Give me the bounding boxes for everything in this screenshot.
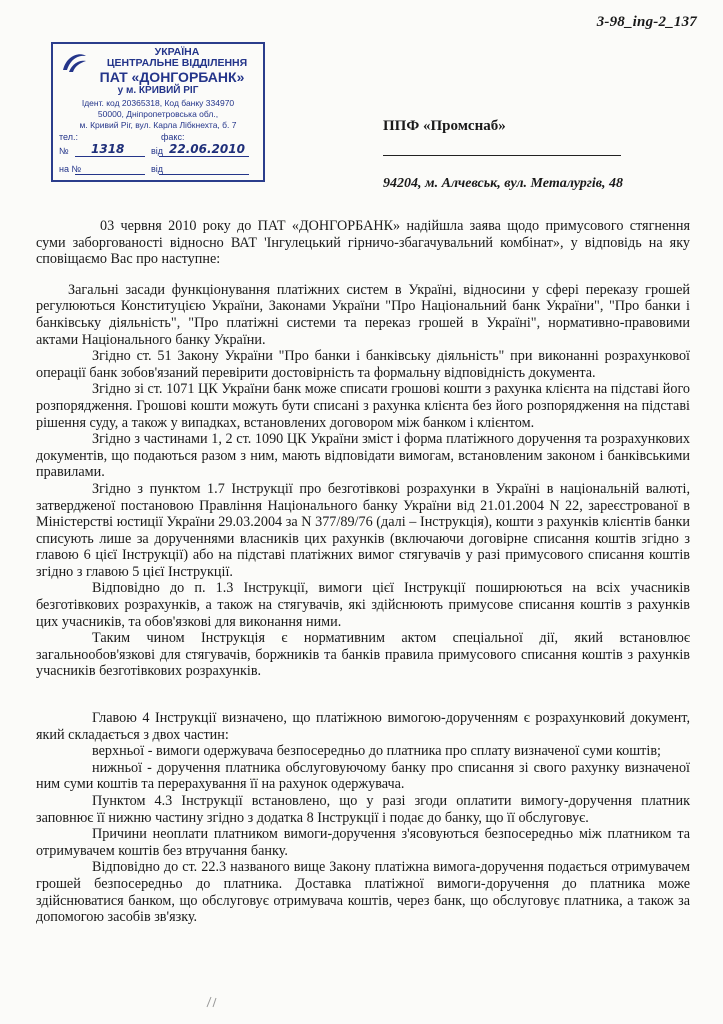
stamp-street: м. Кривий Ріг, вул. Карла Лібкнехта, б. 7 [79,120,237,130]
letter-body [36,218,690,926]
paragraph-article-51: Згідно ст. 51 Закону України "Про банки і банківську діяльність" при виконанні розрахункової операції банк зобов'язаний перевірити достовірність та формальну відповідність документа. [36,348,690,381]
bank-stamp [51,42,265,182]
stamp-bank-name: ПАТ «ДОНГОРБАНК» [99,69,245,85]
paragraph-general-principles: Загальні засади функціонування платіжних систем в Україні, відносини у сфері переказу грошей регулюються Конституцією України, Законами України "Про Національний банк України", "Про банки і банківську діяльність", "Про платіжні системи та переказ грошей в Україні", нормативно-правовими актами Національного банку України. [36,281,690,348]
stamp-handwritten-number: 1318 [91,142,125,156]
paragraph-clause-1-7: Згідно з пунктом 1.7 Інструкції про безготівкові розрахунки в Україні в національній валюті, затвердженої постановою Правління Національного банку України від 21.01.2004 N 22, зареєстрованої в Міністерстві юстиції України 29.03.2004 за N 377/89/76 (далі – Інструкція), кошти з рахунків клієнтів банки списують лише за дорученнями власників цих рахунків (включаючи договірне списання коштів згідно з главою 6 цієї Інструкції) або на підставі платіжних вимог стягувачів у разі примусового списання коштів згідно з главою 5 цієї Інструкції. [36,480,690,580]
addressee-rule [383,155,621,156]
paragraph-article-22-3: Відповідно до ст. 22.3 названого вище Закону платіжна вимога-доручення подається отримувачем грошей безпосередньо до платника. Доставка платіжної вимоги-доручення до платника може здійснюватися банком, що обслуговує отримувача коштів, через банк, що обслуговує платника, а також за допомогою засобів зв'язку. [36,859,690,926]
addressee-address: 94204, м. Алчевськ, вул. Металургів, 48 [383,176,624,191]
paragraph-lower-part: нижньої - доручення платника обслуговуючому банку про списання зі свого рахунку визначеної ним суми коштів та перерахування її на рахунок одержувача. [36,759,690,793]
pen-mark [205,995,221,1009]
stamp-tel-label: тел.: [59,132,78,142]
stamp-outgoing-number-row [59,144,259,158]
stamp-city: у м. КРИВИЙ РІГ [117,85,199,96]
stamp-number-underline [75,156,145,157]
paragraph-clause-1-3: Відповідно до п. 1.3 Інструкції, вимоги цієї Інструкції поширюються на всіх учасників безготівкових розрахунків, а також на стягувачів, які здійснюють примусове списання коштів з рахунків цих учасників, та обов'язкові для виконання ними. [36,580,690,630]
paragraph-article-1071: Згідно зі ст. 1071 ЦК України банк може списати грошові кошти з рахунка клієнта на підставі його розпорядження. Грошові кошти можуть бути списані з рахунка клієнта без його розпорядження на підставі рішення суду, а також у випадках, встановлених договором між банком і клієнтом. [36,381,690,431]
document-reference-code: 3-98_ing-2_137 [596,14,697,30]
paragraph-clause-4-3: Пунктом 4.3 Інструкції встановлено, що у разі згоди оплатити вимогу-доручення платник заповнює її нижню частину згідно з додатка 8 Інструкції і подає до банку, що її обслуговує. [36,793,690,826]
stamp-to-from-label: від [151,164,164,174]
stamp-from-label: від [151,146,164,156]
paragraph-conclusion: Таким чином Інструкція є нормативним актом спеціальної дії, який встановлює загальнообов'язкові для стягувачів, боржників та банків правила примусового списання коштів з рахунків учасників безготівкових розрахунків. [36,630,690,680]
addressee-name: ППФ «Промснаб» [383,118,506,134]
addressee-block [383,118,703,192]
paragraph-intro: 03 червня 2010 року до ПАТ «ДОНГОРБАНК» надійшла заява щодо примусового стягнення суми заборгованості відносно ВАТ 'Інгулецький гірничо-збагачувальний комбінат», у відповідь на яку сповіщаємо Вас про наступне: [36,218,690,268]
stamp-reply-row [59,162,259,176]
stamp-to-underline [75,174,145,175]
stamp-country: УКРАЇНА [154,46,200,58]
stamp-branch: ЦЕНТРАЛЬНЕ ВІДДІЛЕННЯ [106,57,248,69]
stamp-region: 50000, Дніпропетровська обл., [97,109,219,119]
paragraph-article-1090: Згідно з частинами 1, 2 ст. 1090 ЦК України зміст і форма платіжного доручення та розрахункових документів, що подаються разом з ним, мають відповідати вимогам, встановленим законом і банківськими правилами. [36,431,690,481]
stamp-to-date-underline [159,174,249,175]
paragraph-chapter-4: Главою 4 Інструкції визначено, що платіжною вимогою-дорученням є розрахунковий документ, який складається з двох частин: [36,710,690,743]
stamp-number-label: № [59,146,69,156]
paragraph-upper-part: верхньої - вимоги одержувача безпосередньо до платника про сплату визначеної суми коштів; [92,743,661,760]
paragraph-non-payment: Причини неоплати платником вимоги-доручення з'ясовуються безпосередньо між платником та отримувачем коштів без втручання банку. [36,826,690,859]
stamp-date-underline [159,156,249,157]
stamp-handwritten-date: 22.06.2010 [169,142,245,156]
stamp-codes: Ідент. код 20365318, Код банку 334970 [81,98,235,108]
stamp-to-label: на № [59,164,82,174]
stamp-fax-label: факс: [161,132,185,142]
